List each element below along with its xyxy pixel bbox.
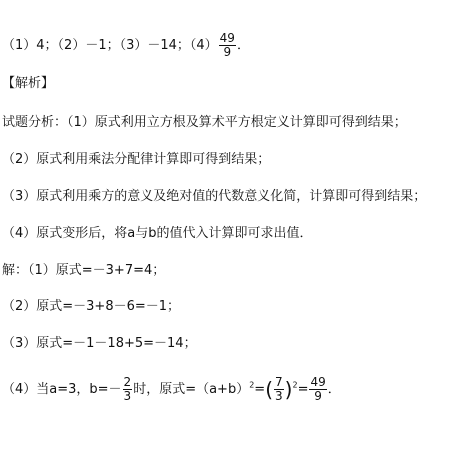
solution-4-part-c: = — [254, 382, 266, 397]
fraction-denominator: 9 — [223, 45, 232, 59]
left-paren: ( — [265, 377, 274, 402]
result-fraction — [309, 376, 326, 403]
right-paren: ) — [284, 377, 293, 402]
analysis-line-2: （2）原式利用乘法分配律计算即可得到结果； — [2, 152, 271, 167]
solution-4-part-a: （4）当a=3，b=－ — [2, 382, 122, 397]
fraction-numerator: 49 — [219, 31, 235, 45]
fraction-numerator: 7 — [275, 375, 283, 389]
fraction-denominator: 3 — [123, 389, 132, 403]
solution-4-part-d: = — [297, 382, 309, 397]
answer-fraction — [219, 32, 236, 59]
fraction-denominator: 9 — [314, 389, 322, 403]
analysis-heading: 【解析】 — [2, 76, 55, 91]
answer-end: ． — [236, 38, 250, 53]
solution-4-end: ． — [327, 382, 341, 397]
solution-4-part-b: 时，原式=（a+b） — [133, 382, 250, 397]
analysis-line-3: （3）原式利用乘方的意义及绝对值的代数意义化简，计算即可得到结果； — [2, 189, 427, 204]
exponent: 2 — [292, 380, 298, 390]
b-value-fraction — [123, 376, 133, 403]
fraction-denominator: 3 — [275, 389, 283, 403]
solution-line-1: 解：（1）原式=－3+7=4； — [2, 263, 166, 278]
solution-line-4 — [2, 376, 341, 403]
solution-line-3: （3）原式=－1－18+5=－14； — [2, 336, 197, 351]
analysis-line-4: （4）原式变形后，将a与b的值代入计算即可求出值． — [2, 226, 313, 241]
analysis-line-1: 试题分析：（1）原式利用立方根及算术平方根定义计算即可得到结果； — [2, 115, 407, 130]
answer-line — [2, 32, 250, 59]
answer-text: （1）4；（2）－1；（3）－14；（4） — [2, 38, 218, 53]
exponent: 2 — [249, 380, 255, 390]
fraction-numerator: 49 — [310, 375, 326, 389]
fraction-numerator: 2 — [123, 375, 132, 389]
sum-fraction — [274, 376, 284, 403]
solution-line-2: （2）原式=－3+8－6=－1； — [2, 299, 181, 314]
